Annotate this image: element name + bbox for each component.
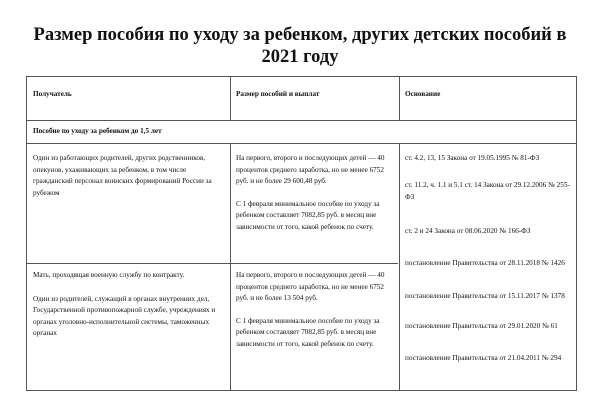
basis-item: ст. 2 и 24 Закона от 08.06.2020 № 166-ФЗ xyxy=(405,227,531,235)
header-amount: Размер пособий и выплат xyxy=(236,90,320,98)
amount-cell xyxy=(236,270,398,350)
recipient-cell xyxy=(33,270,227,340)
section-title: Пособие по уходу за ребенком до 1,5 лет xyxy=(33,127,162,135)
column-divider xyxy=(399,77,400,120)
amount-paragraph: С 1 февраля минимальное пособие по уходу за ребенком составляет 7082,85 руб. в месяц вне зависимости от того, какой ребенок по счету. xyxy=(236,199,380,231)
header-basis: Основание xyxy=(405,90,441,98)
basis-item: ст. 4.2, 13, 15 Закона от 19.05.1995 № 81-ФЗ xyxy=(405,154,540,162)
page-title: Размер пособия по уходу за ребенком, других детских пособий в 2021 году xyxy=(33,25,567,68)
amount-cell xyxy=(236,153,398,233)
column-divider xyxy=(230,77,231,120)
column-divider xyxy=(230,143,231,390)
column-divider xyxy=(399,143,400,390)
amount-paragraph: С 1 февраля минимальное пособие по уходу за ребенком составляет 7082,85 руб. в месяц вне зависимости от того, какой ребенок по счету. xyxy=(236,316,380,348)
basis-item: ст. 11.2, ч. 1.1 и 5.1 ст. 14 Закона от 29.12.2006 № 255-ФЗ xyxy=(405,181,570,201)
recipient-paragraph: Один из родителей, служащий в органах внутренних дел, Государственной противопожарной службе, учреждениях и органах уголовно-исполнительной системы, таможенных органах xyxy=(33,294,216,337)
recipient-paragraph: Один из работающих родителей, других родственников, опекунов, ухаживающих за ребенком, в том числе гражданский персонал воинских формирований России за рубежом xyxy=(33,154,212,197)
row-divider xyxy=(27,263,398,264)
amount-paragraph: На первого, второго и последующих детей — 40 процентов среднего заработка, но не менее 6752 руб. и не более 13 504 руб. xyxy=(236,271,385,302)
basis-item: постановление Правительства от 29.01.2020 № 61 xyxy=(405,322,558,330)
row-divider xyxy=(27,143,576,144)
basis-item: постановление Правительства от 28.11.2018 № 1426 xyxy=(405,259,565,267)
recipient-paragraph: Мать, проходящая военную службу по контракту. xyxy=(33,271,185,279)
recipient-cell xyxy=(33,153,227,199)
row-divider xyxy=(27,120,576,121)
benefits-table xyxy=(26,76,577,391)
basis-item: постановление Правительства от 15.11.2017 № 1378 xyxy=(405,292,565,300)
header-recipient: Получатель xyxy=(33,90,72,98)
basis-item: постановление Правительства от 21.04.2011 № 294 xyxy=(405,354,562,362)
amount-paragraph: На первого, второго и последующих детей — 40 процентов среднего заработка, но не менее 6752 руб. и не более 29 600,48 руб. xyxy=(236,154,385,185)
